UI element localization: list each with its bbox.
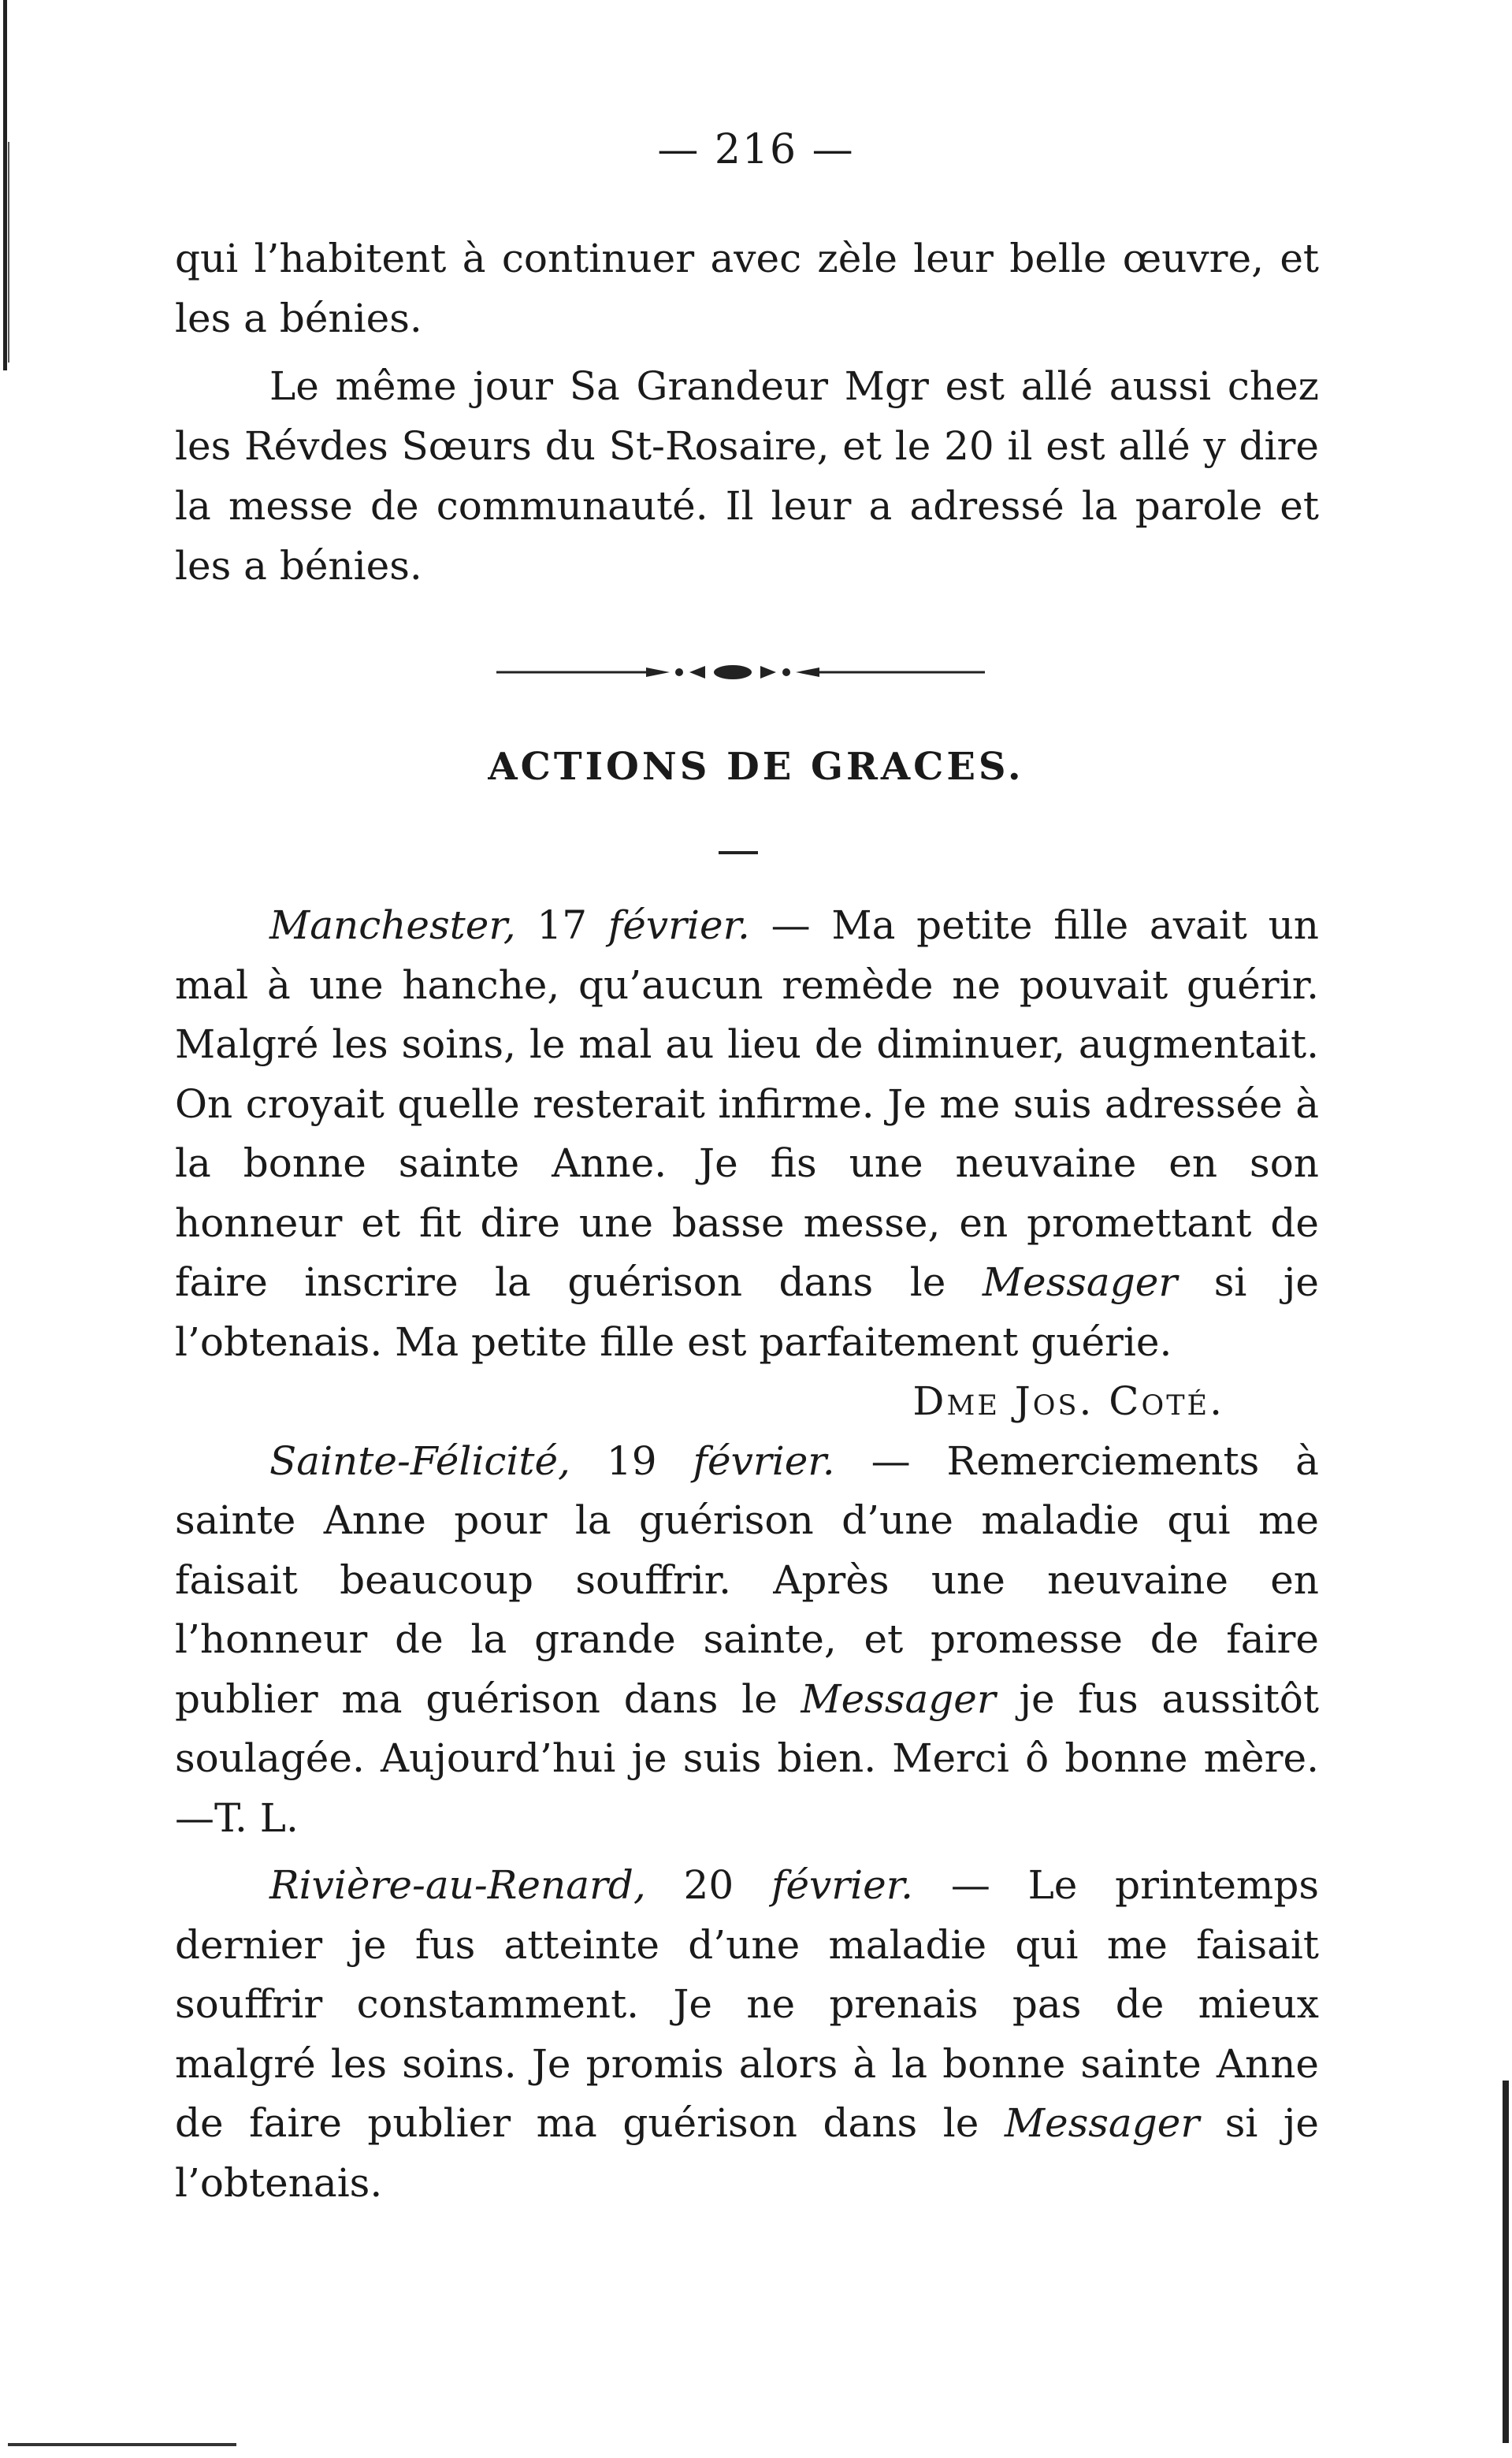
entry-riviere-au-renard — [175, 1856, 1319, 2213]
intro-paragraph-1: qui l’habitent à continuer avec zèle leur belle œuvre, et les a bénies. — [175, 236, 1319, 341]
messager-title: Messager — [801, 1675, 996, 1722]
entry-manchester — [175, 896, 1319, 1372]
left-binding-shadow — [8, 142, 9, 363]
entry-text: — Ma petite fille avait un mal à une hanche, qu’aucun remède ne pouvait guérir. Malgré les soins, le mal au lieu de diminuer, augmentait. On croyait quelle resterait infirme. Je me suis adressée à la bonne sainte Anne. Je fis une neuvaine en son honneur et fit dire une basse messe, en promettant de faire inscrire la guérison dans le — [175, 902, 1319, 1305]
paragraph-gap — [175, 1848, 1319, 1856]
entry-month: février. — [771, 1862, 914, 1908]
entry-place: Rivière-au-Renard, — [269, 1862, 646, 1908]
entry-text: — Remerciements à sainte Anne pour la guérison d’une maladie qui me faisait beaucoup souffrir. Après une neuvaine en l’honneur de la grande sainte, et promesse de faire publier ma guérison dans le — [175, 1437, 1319, 1722]
heading-dash — [719, 851, 758, 854]
messager-title: Messager — [1004, 2100, 1200, 2146]
entry-text: — Le printemps dernier je fus atteinte d’une maladie qui me faisait souffrir constamment. Je ne prenais pas de mieux malgré les soins. Je promis alors à la bonne sainte Anne de faire publier ma guérison dans le — [175, 1862, 1319, 2146]
section-heading: ACTIONS DE GRACES. — [488, 745, 1024, 789]
entry-text-end: si je l’obtenais. Ma petite fille est parfaitement guérie. — [175, 1259, 1319, 1365]
intro-paragraph-2: Le même jour Sa Grandeur Mgr est allé aussi chez les Révdes Sœurs du St-Rosaire, et le 20 il est allé y dire la messe de communauté. Il leur a adressé la parole et les a bénies. — [175, 363, 1319, 589]
left-binding-edge — [3, 0, 7, 370]
entry-text-end: si je l’obtenais. — [175, 2100, 1320, 2206]
entry-month: février. — [607, 902, 750, 948]
messager-title: Messager — [982, 1259, 1178, 1305]
right-binding-edge — [1503, 2081, 1509, 2443]
page-number: — 216 — — [657, 126, 855, 173]
paragraph-gap — [175, 348, 1319, 356]
entry-date: 20 — [645, 1862, 771, 1908]
entry-date: 17 — [515, 902, 608, 948]
entry-month: février. — [693, 1437, 835, 1484]
entry-signature: Dme Jos. Coté. — [912, 1378, 1224, 1424]
entry-text-end: je fus aussitôt soulagée. Aujourd’hui je suis bien. Merci ô bonne mère.—T. L. — [175, 1675, 1319, 1841]
bottom-edge-rule — [8, 2443, 236, 2446]
entry-date: 19 — [570, 1437, 693, 1484]
entry-place: Sainte-Félicité, — [269, 1437, 570, 1484]
entry-sainte-felicite — [175, 1432, 1319, 1849]
ornamental-divider — [496, 660, 985, 684]
thanksgiving-entries — [175, 896, 1319, 2213]
entry-place: Manchester, — [269, 902, 516, 948]
intro-text — [175, 229, 1319, 596]
